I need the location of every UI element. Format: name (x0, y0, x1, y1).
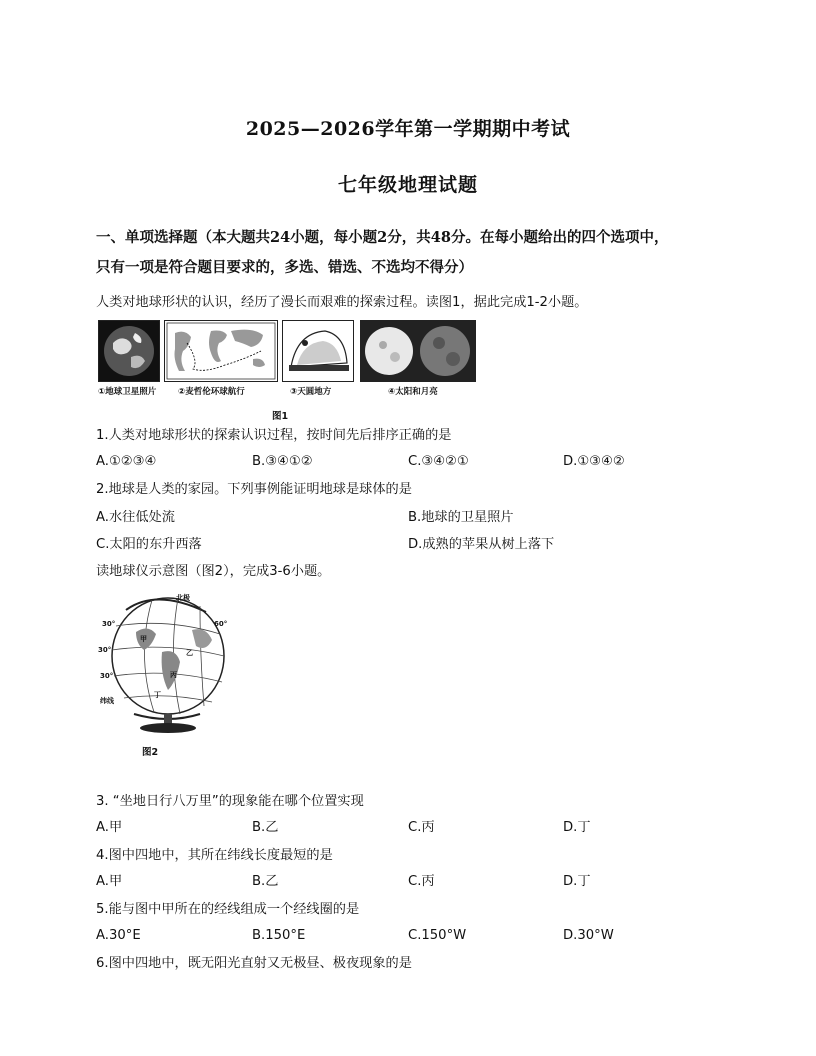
question-1-option-a[interactable]: A.①②③④ (96, 454, 157, 469)
question-2-option-b[interactable]: B.地球的卫星照片 (408, 510, 514, 525)
intro-questions-3-6: 读地球仪示意图（图2），完成3-6小题。 (96, 564, 331, 579)
question-5-option-c[interactable]: C.150°W (408, 928, 467, 943)
question-1-option-c[interactable]: C.③④②① (408, 454, 469, 469)
question-5-stem: 5.能与图中甲所在的经线组成一个经线圈的是 (96, 902, 360, 917)
globe-mark-30-c: 30° (100, 672, 114, 680)
exam-subtitle: 七年级地理试题 (337, 174, 478, 196)
figure-1-caption-1: ①地球卫星照片 (98, 387, 157, 397)
magellan-voyage-map (164, 320, 278, 382)
satellite-earth-image (98, 320, 160, 382)
question-2-option-a[interactable]: A.水往低处流 (96, 510, 175, 525)
figure-1-caption-4: ④太阳和月亮 (388, 387, 438, 397)
figure-1-caption-2: ②麦哲伦环球航行 (178, 387, 245, 397)
question-2-stem: 2.地球是人类的家园。下列事例能证明地球是球体的是 (96, 482, 412, 497)
globe-mark-bing: 丙 (170, 671, 177, 679)
sun-and-moon-image (360, 320, 476, 382)
question-4-option-b[interactable]: B.乙 (252, 874, 279, 889)
question-1-option-b[interactable]: B.③④①② (252, 454, 313, 469)
question-3-option-b[interactable]: B.乙 (252, 820, 279, 835)
round-sky-square-earth-image (282, 320, 354, 382)
globe-mark-ding: 丁 (154, 691, 161, 699)
globe-mark-jia: 甲 (140, 635, 147, 643)
globe-mark-yi: 乙 (186, 649, 193, 657)
question-5-option-a[interactable]: A.30°E (96, 928, 141, 943)
question-4-option-a[interactable]: A.甲 (96, 874, 123, 889)
question-2-option-c[interactable]: C.太阳的东升西落 (96, 537, 202, 552)
figure-1 (98, 320, 478, 402)
globe-mark-60: 60° (214, 620, 228, 628)
globe-mark-north-pole: 北极 (176, 594, 190, 602)
section-heading-line2: 只有一项是符合题目要求的，多选、错选、不选均不得分） (96, 259, 473, 276)
question-3-option-d[interactable]: D.丁 (563, 820, 591, 835)
question-1-stem: 1.人类对地球形状的探索认识过程，按时间先后排序正确的是 (96, 428, 452, 443)
figure-1-label: 图1 (272, 411, 289, 422)
question-3-option-c[interactable]: C.丙 (408, 820, 435, 835)
question-2-option-d[interactable]: D.成熟的苹果从树上落下 (408, 537, 555, 552)
figure-1-caption-3: ③天圆地方 (290, 387, 332, 397)
question-1-option-d[interactable]: D.①③④② (563, 454, 625, 469)
question-3-option-a[interactable]: A.甲 (96, 820, 123, 835)
figure-2-globe (96, 590, 236, 740)
question-4-stem: 4.图中四地中，其所在纬线长度最短的是 (96, 848, 333, 863)
question-4-option-d[interactable]: D.丁 (563, 874, 591, 889)
figure-2-label: 图2 (142, 747, 159, 758)
question-5-option-d[interactable]: D.30°W (563, 928, 614, 943)
question-3-stem: 3. “坐地日行八万里”的现象能在哪个位置实现 (96, 794, 364, 809)
globe-mark-30-a: 30° (102, 620, 116, 628)
globe-mark-latitude: 纬线 (100, 697, 114, 705)
globe-mark-30-b: 30° (98, 646, 112, 654)
intro-questions-1-2: 人类对地球形状的认识，经历了漫长而艰难的探索过程。读图1，据此完成1-2小题。 (96, 295, 588, 310)
question-4-option-c[interactable]: C.丙 (408, 874, 435, 889)
question-6-stem: 6.图中四地中，既无阳光直射又无极昼、极夜现象的是 (96, 956, 412, 971)
question-5-option-b[interactable]: B.150°E (252, 928, 306, 943)
exam-title: 2025—2026学年第一学期期中考试 (245, 118, 571, 140)
section-heading-line1: 一、单项选择题（本大题共24小题，每小题2分，共48分。在每小题给出的四个选项中， (96, 229, 669, 246)
